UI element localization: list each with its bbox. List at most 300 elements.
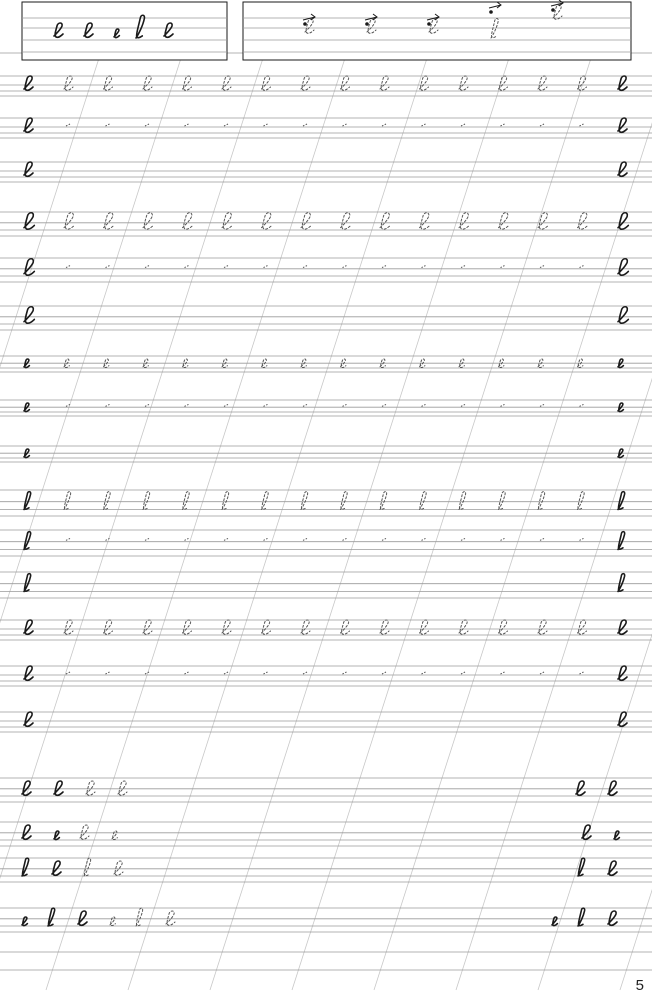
slant-line <box>0 55 100 990</box>
start-dot <box>365 22 369 26</box>
row-end-letter <box>618 574 625 592</box>
start-stroke <box>106 404 110 406</box>
slant-line <box>374 55 652 990</box>
glyph-stroke <box>301 492 308 510</box>
glyph-stroke <box>84 858 91 876</box>
trace-letter <box>143 620 152 634</box>
row-start-letter <box>24 712 33 726</box>
slant-line <box>0 55 264 990</box>
trace-letter <box>118 781 127 795</box>
trace-letter <box>499 76 508 90</box>
trace-letter <box>64 213 74 229</box>
model-letter <box>54 781 63 795</box>
trace-letter <box>114 861 123 875</box>
start-stroke <box>185 404 189 406</box>
glyph-stroke <box>420 213 430 229</box>
glyph-stroke <box>104 492 111 510</box>
row-end-letter <box>618 666 627 680</box>
trace-letter <box>499 213 509 229</box>
glyph-stroke <box>24 162 33 176</box>
row-end-letter <box>618 213 628 229</box>
glyph-stroke <box>64 492 71 510</box>
row-end-letter <box>618 118 627 132</box>
glyph-stroke <box>459 76 468 90</box>
glyph-stroke <box>341 76 350 90</box>
glyph-stroke <box>618 76 627 90</box>
practice-row <box>0 490 652 516</box>
trace-letter <box>166 911 175 925</box>
glyph-stroke <box>614 831 619 840</box>
start-stroke <box>264 538 268 540</box>
trace-letter <box>420 213 430 229</box>
model-letter <box>54 831 59 840</box>
glyph-stroke <box>78 911 87 925</box>
glyph-stroke <box>183 76 192 90</box>
glyph-stroke <box>110 917 115 926</box>
model-letter <box>608 781 617 795</box>
trace-letter <box>341 76 350 90</box>
glyph-stroke <box>499 620 508 634</box>
row-start-letter <box>24 666 33 680</box>
trace-letter <box>578 213 588 229</box>
model-letter <box>48 908 55 926</box>
glyph-stroke <box>24 620 33 634</box>
start-stroke <box>106 124 110 126</box>
model-letter <box>52 861 61 875</box>
start-stroke <box>580 404 584 406</box>
glyph-stroke <box>24 259 34 275</box>
glyph-stroke <box>608 781 617 795</box>
start-stroke <box>382 672 386 674</box>
row-start-letter <box>24 213 34 229</box>
trace-letter <box>104 213 114 229</box>
slant-line <box>292 55 592 990</box>
model-letter <box>608 911 617 925</box>
glyph-stroke <box>222 492 229 510</box>
start-stroke <box>343 124 347 126</box>
trace-letter <box>538 620 547 634</box>
trace-letter <box>380 213 390 229</box>
row-end-letter <box>618 532 625 550</box>
trace-letter <box>222 492 229 510</box>
glyph-stroke <box>64 620 73 634</box>
model-letter <box>578 908 585 926</box>
start-stroke <box>540 538 544 540</box>
box-frame <box>243 2 631 60</box>
start-stroke <box>540 266 544 268</box>
start-stroke <box>461 538 465 540</box>
model-letter <box>78 911 87 925</box>
start-stroke <box>461 266 465 268</box>
trace-letter <box>183 76 192 90</box>
start-stroke <box>264 266 268 268</box>
start-stroke <box>461 124 465 126</box>
trace-letter <box>143 76 152 90</box>
glyph-stroke <box>380 620 389 634</box>
trace-letter <box>499 620 508 634</box>
trace-letter <box>301 620 310 634</box>
glyph-stroke <box>262 492 269 510</box>
glyph-stroke <box>64 76 73 90</box>
glyph-stroke <box>183 620 192 634</box>
start-stroke <box>224 266 228 268</box>
glyph-stroke <box>24 118 33 132</box>
glyph-stroke <box>48 908 55 926</box>
glyph-stroke <box>341 492 348 510</box>
trace-letter <box>459 492 466 510</box>
practice-row <box>0 446 652 462</box>
start-stroke <box>501 404 505 406</box>
start-dot <box>427 22 431 26</box>
row-end-letter <box>618 307 628 323</box>
glyph-stroke <box>341 620 350 634</box>
start-stroke <box>422 124 426 126</box>
trace-letter <box>222 620 231 634</box>
start-stroke <box>106 672 110 674</box>
row-start-letter <box>24 162 33 176</box>
trace-letter <box>80 825 89 839</box>
glyph-stroke <box>420 492 427 510</box>
start-stroke <box>382 266 386 268</box>
model-box <box>22 2 227 60</box>
slant-line <box>210 55 510 990</box>
start-stroke <box>343 266 347 268</box>
glyph-stroke <box>104 76 113 90</box>
slant-line <box>456 55 652 990</box>
trace-letter <box>104 492 111 510</box>
start-stroke <box>224 538 228 540</box>
glyph-stroke <box>86 781 95 795</box>
start-dot <box>551 8 555 12</box>
start-stroke <box>303 124 307 126</box>
start-dot <box>303 22 307 26</box>
practice-row <box>0 530 652 556</box>
model-letter <box>22 781 31 795</box>
start-stroke <box>343 672 347 674</box>
start-stroke <box>224 124 228 126</box>
start-stroke <box>303 672 307 674</box>
start-stroke <box>580 538 584 540</box>
trace-letter <box>222 76 231 90</box>
slant-guide-lines <box>0 55 652 990</box>
start-stroke <box>303 538 307 540</box>
glyph-stroke <box>459 213 469 229</box>
glyph-stroke <box>420 620 429 634</box>
glyph-stroke <box>183 213 193 229</box>
slant-line <box>620 55 652 990</box>
glyph-stroke <box>618 118 627 132</box>
row-start-letter <box>24 118 33 132</box>
start-stroke <box>145 266 149 268</box>
glyph-stroke <box>538 76 547 90</box>
glyph-stroke <box>618 307 628 323</box>
glyph-stroke <box>618 162 627 176</box>
glyph-stroke <box>104 213 114 229</box>
practice-row <box>0 572 652 598</box>
glyph-stroke <box>578 620 587 634</box>
glyph-stroke <box>22 781 31 795</box>
glyph-stroke <box>222 620 231 634</box>
glyph-stroke <box>341 213 351 229</box>
start-stroke <box>303 266 307 268</box>
start-stroke <box>461 672 465 674</box>
glyph-stroke <box>459 620 468 634</box>
start-stroke <box>501 538 505 540</box>
glyph-stroke <box>380 492 387 510</box>
trace-letter <box>112 831 117 840</box>
row-start-letter <box>24 492 31 510</box>
glyph-stroke <box>301 213 311 229</box>
glyph-stroke <box>24 307 34 323</box>
model-letter <box>578 858 585 876</box>
start-stroke <box>264 672 268 674</box>
start-stroke <box>580 124 584 126</box>
trace-letter <box>459 76 468 90</box>
glyph-stroke <box>499 492 506 510</box>
trace-letter <box>420 492 427 510</box>
glyph-stroke <box>578 76 587 90</box>
start-stroke <box>185 266 189 268</box>
practice-row <box>0 712 652 732</box>
slant-line <box>538 55 652 990</box>
start-stroke <box>501 672 505 674</box>
model-letter <box>614 831 619 840</box>
start-stroke <box>422 538 426 540</box>
trace-letter <box>84 858 91 876</box>
row-end-letter <box>618 162 627 176</box>
trace-letter <box>380 620 389 634</box>
trace-letter <box>86 781 95 795</box>
glyph-stroke <box>22 917 27 926</box>
mixed-row <box>0 822 652 846</box>
glyph-stroke <box>22 825 31 839</box>
start-stroke <box>185 538 189 540</box>
glyph-stroke <box>618 259 628 275</box>
trace-letter <box>262 213 272 229</box>
glyph-stroke <box>54 831 59 840</box>
start-stroke <box>66 538 70 540</box>
model-letter <box>582 825 591 839</box>
glyph-stroke <box>104 620 113 634</box>
start-stroke <box>145 538 149 540</box>
start-stroke <box>382 124 386 126</box>
start-stroke <box>580 672 584 674</box>
glyph-stroke <box>618 666 627 680</box>
glyph-stroke <box>301 620 310 634</box>
glyph-stroke <box>112 831 117 840</box>
model-letter <box>552 917 557 926</box>
trace-letter <box>143 213 153 229</box>
glyph-stroke <box>578 908 585 926</box>
model-letter <box>576 781 585 795</box>
start-stroke <box>382 538 386 540</box>
trace-letter <box>578 620 587 634</box>
trace-letter <box>183 213 193 229</box>
row-start-letter <box>24 620 33 634</box>
glyph-stroke <box>538 620 547 634</box>
trace-letter <box>183 620 192 634</box>
start-stroke <box>422 266 426 268</box>
practice-row <box>0 400 652 416</box>
glyph-stroke <box>578 858 585 876</box>
glyph-stroke <box>54 781 63 795</box>
row-end-letter <box>618 620 627 634</box>
glyph-stroke <box>24 213 34 229</box>
start-stroke <box>66 124 70 126</box>
start-stroke <box>264 404 268 406</box>
start-dot <box>489 10 493 14</box>
practice-row <box>0 620 652 640</box>
trace-letter <box>104 620 113 634</box>
row-start-letter <box>24 76 33 90</box>
trace-letter <box>459 213 469 229</box>
glyph-stroke <box>262 213 272 229</box>
trace-letter <box>538 213 548 229</box>
start-stroke <box>303 404 307 406</box>
glyph-stroke <box>143 492 150 510</box>
row-start-letter <box>24 259 34 275</box>
start-stroke <box>264 124 268 126</box>
glyph-stroke <box>618 492 625 510</box>
start-stroke <box>106 266 110 268</box>
trace-letter <box>499 492 506 510</box>
row-start-letter <box>24 307 34 323</box>
trace-letter <box>459 620 468 634</box>
trace-letter <box>380 492 387 510</box>
trace-letter <box>64 76 73 90</box>
mixed-row <box>0 858 652 882</box>
glyph-stroke <box>114 861 123 875</box>
glyph-stroke <box>499 76 508 90</box>
start-stroke <box>145 672 149 674</box>
trace-letter <box>136 908 143 926</box>
slant-line <box>128 55 428 990</box>
glyph-stroke <box>262 620 271 634</box>
trace-letter <box>301 213 311 229</box>
start-stroke <box>343 538 347 540</box>
trace-letter <box>341 620 350 634</box>
model-letter <box>608 861 617 875</box>
start-stroke <box>145 404 149 406</box>
start-stroke <box>66 266 70 268</box>
row-start-letter <box>24 532 31 550</box>
glyph-stroke <box>222 76 231 90</box>
trace-letter <box>110 917 115 926</box>
row-end-letter <box>618 76 627 90</box>
glyph-stroke <box>301 76 310 90</box>
glyph-stroke <box>24 666 33 680</box>
trace-letter <box>104 76 113 90</box>
trace-letter <box>538 492 545 510</box>
start-stroke <box>540 124 544 126</box>
trace-letter <box>301 492 308 510</box>
glyph-stroke <box>24 712 33 726</box>
glyph-stroke <box>582 825 591 839</box>
start-stroke <box>185 672 189 674</box>
glyph-stroke <box>143 213 153 229</box>
glyph-stroke <box>166 911 175 925</box>
slant-line <box>46 55 346 990</box>
row-end-letter <box>618 492 625 510</box>
glyph-stroke <box>618 574 625 592</box>
start-stroke <box>580 266 584 268</box>
glyph-stroke <box>143 620 152 634</box>
glyph-stroke <box>380 213 390 229</box>
glyph-stroke <box>24 574 31 592</box>
glyph-stroke <box>24 532 31 550</box>
glyph-stroke <box>222 213 232 229</box>
glyph-stroke <box>608 911 617 925</box>
start-stroke <box>224 672 228 674</box>
start-stroke <box>145 124 149 126</box>
page-number: 5 <box>635 977 644 994</box>
glyph-stroke <box>578 492 585 510</box>
box-frame <box>22 2 227 60</box>
trace-letter <box>578 492 585 510</box>
glyph-stroke <box>24 492 31 510</box>
glyph-stroke <box>380 76 389 90</box>
start-stroke <box>501 124 505 126</box>
practice-row <box>0 76 652 96</box>
start-stroke <box>501 266 505 268</box>
glyph-stroke <box>64 213 74 229</box>
glyph-stroke <box>22 858 29 876</box>
start-stroke <box>422 404 426 406</box>
glyph-stroke <box>24 76 33 90</box>
trace-letter <box>262 620 271 634</box>
glyph-stroke <box>578 213 588 229</box>
row-start-letter <box>24 574 31 592</box>
practice-row <box>0 118 652 138</box>
start-stroke <box>343 404 347 406</box>
glyph-stroke <box>538 492 545 510</box>
trace-letter <box>538 76 547 90</box>
glyph-stroke <box>262 76 271 90</box>
glyph-stroke <box>499 213 509 229</box>
glyph-stroke <box>118 781 127 795</box>
ruled-lines <box>0 76 652 970</box>
glyph-stroke <box>576 781 585 795</box>
trace-letter <box>262 76 271 90</box>
glyph-stroke <box>618 620 627 634</box>
glyph-stroke <box>183 492 190 510</box>
practice-row <box>0 356 652 372</box>
practice-row <box>0 258 652 282</box>
row-end-letter <box>618 712 627 726</box>
start-stroke <box>540 404 544 406</box>
trace-letter <box>301 76 310 90</box>
start-stroke <box>66 672 70 674</box>
glyph-stroke <box>80 825 89 839</box>
glyph-stroke <box>608 861 617 875</box>
stroke-order-box <box>243 2 631 60</box>
glyph-stroke <box>618 532 625 550</box>
start-stroke <box>224 404 228 406</box>
trace-letter <box>222 213 232 229</box>
model-letter <box>22 825 31 839</box>
start-stroke <box>422 672 426 674</box>
glyph-stroke <box>143 76 152 90</box>
trace-letter <box>64 492 71 510</box>
glyph-stroke <box>618 213 628 229</box>
trace-letter <box>64 620 73 634</box>
glyph-stroke <box>52 861 61 875</box>
start-stroke <box>382 404 386 406</box>
mixed-row <box>0 778 652 802</box>
trace-letter <box>143 492 150 510</box>
model-letter <box>22 858 29 876</box>
trace-letter <box>341 213 351 229</box>
